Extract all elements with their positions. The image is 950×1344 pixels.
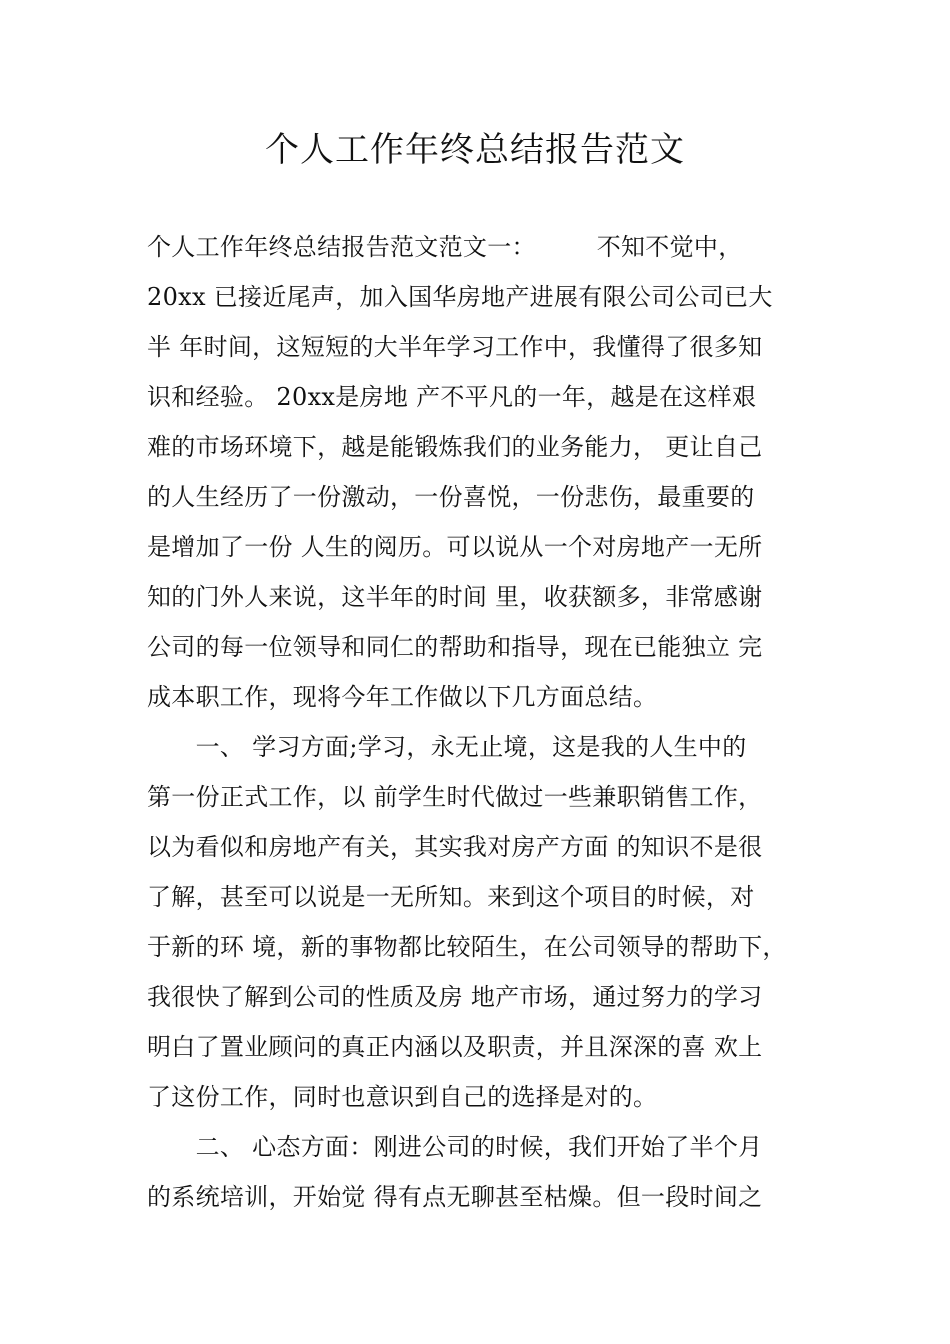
paragraph-line: 了解，甚至可以说是一无所知。来到这个项目的时候，对 bbox=[147, 883, 755, 911]
paragraph-line: 20xx 已接近尾声，加入国华房地产进展有限公司公司已大 bbox=[147, 283, 773, 311]
document-title: 个人工作年终总结报告范文 bbox=[265, 130, 685, 170]
paragraph-line: 以为看似和房地产有关，其实我对房产方面 的知识不是很 bbox=[147, 833, 763, 861]
paragraph-line: 难的市场环境下，越是能锻炼我们的业务能力， 更让自己 bbox=[147, 433, 763, 461]
paragraph-line: 识和经验。 20xx是房地 产不平凡的一年，越是在这样艰 bbox=[147, 383, 757, 411]
paragraph-line: 我很快了解到公司的性质及房 地产市场，通过努力的学习 bbox=[147, 983, 763, 1011]
paragraph-line: 是增加了一份 人生的阅历。可以说从一个对房地产一无所 bbox=[147, 533, 763, 561]
paragraph-line: 了这份工作，同时也意识到自己的选择是对的。 bbox=[147, 1083, 658, 1111]
paragraph-line: 二、 心态方面：刚进公司的时候，我们开始了半个月 bbox=[147, 1133, 763, 1161]
paragraph-line: 个人工作年终总结报告范文范文一： 不知不觉中， bbox=[147, 233, 743, 261]
paragraph-line: 知的门外人来说，这半年的时间 里，收获额多，非常感谢 bbox=[147, 583, 763, 611]
paragraph-line: 第一份正式工作，以 前学生时代做过一些兼职销售工作， bbox=[147, 783, 763, 811]
paragraph-line: 明白了置业顾问的真正内涵以及职责，并且深深的喜 欢上 bbox=[147, 1033, 763, 1061]
paragraph-line: 公司的每一位领导和同仁的帮助和指导，现在已能独立 完 bbox=[147, 633, 763, 661]
paragraph-line: 于新的环 境，新的事物都比较陌生，在公司领导的帮助下， bbox=[147, 933, 787, 961]
paragraph-line: 一、 学习方面;学习，永无止境，这是我的人生中的 bbox=[147, 733, 747, 761]
paragraph-line: 的系统培训，开始觉 得有点无聊甚至枯燥。但一段时间之 bbox=[147, 1183, 763, 1211]
paragraph-line: 半 年时间，这短短的大半年学习工作中，我懂得了很多知 bbox=[147, 333, 763, 361]
paragraph-line: 的人生经历了一份激动，一份喜悦，一份悲伤，最重要的 bbox=[147, 483, 755, 511]
paragraph-line: 成本职工作，现将今年工作做以下几方面总结。 bbox=[147, 683, 658, 711]
